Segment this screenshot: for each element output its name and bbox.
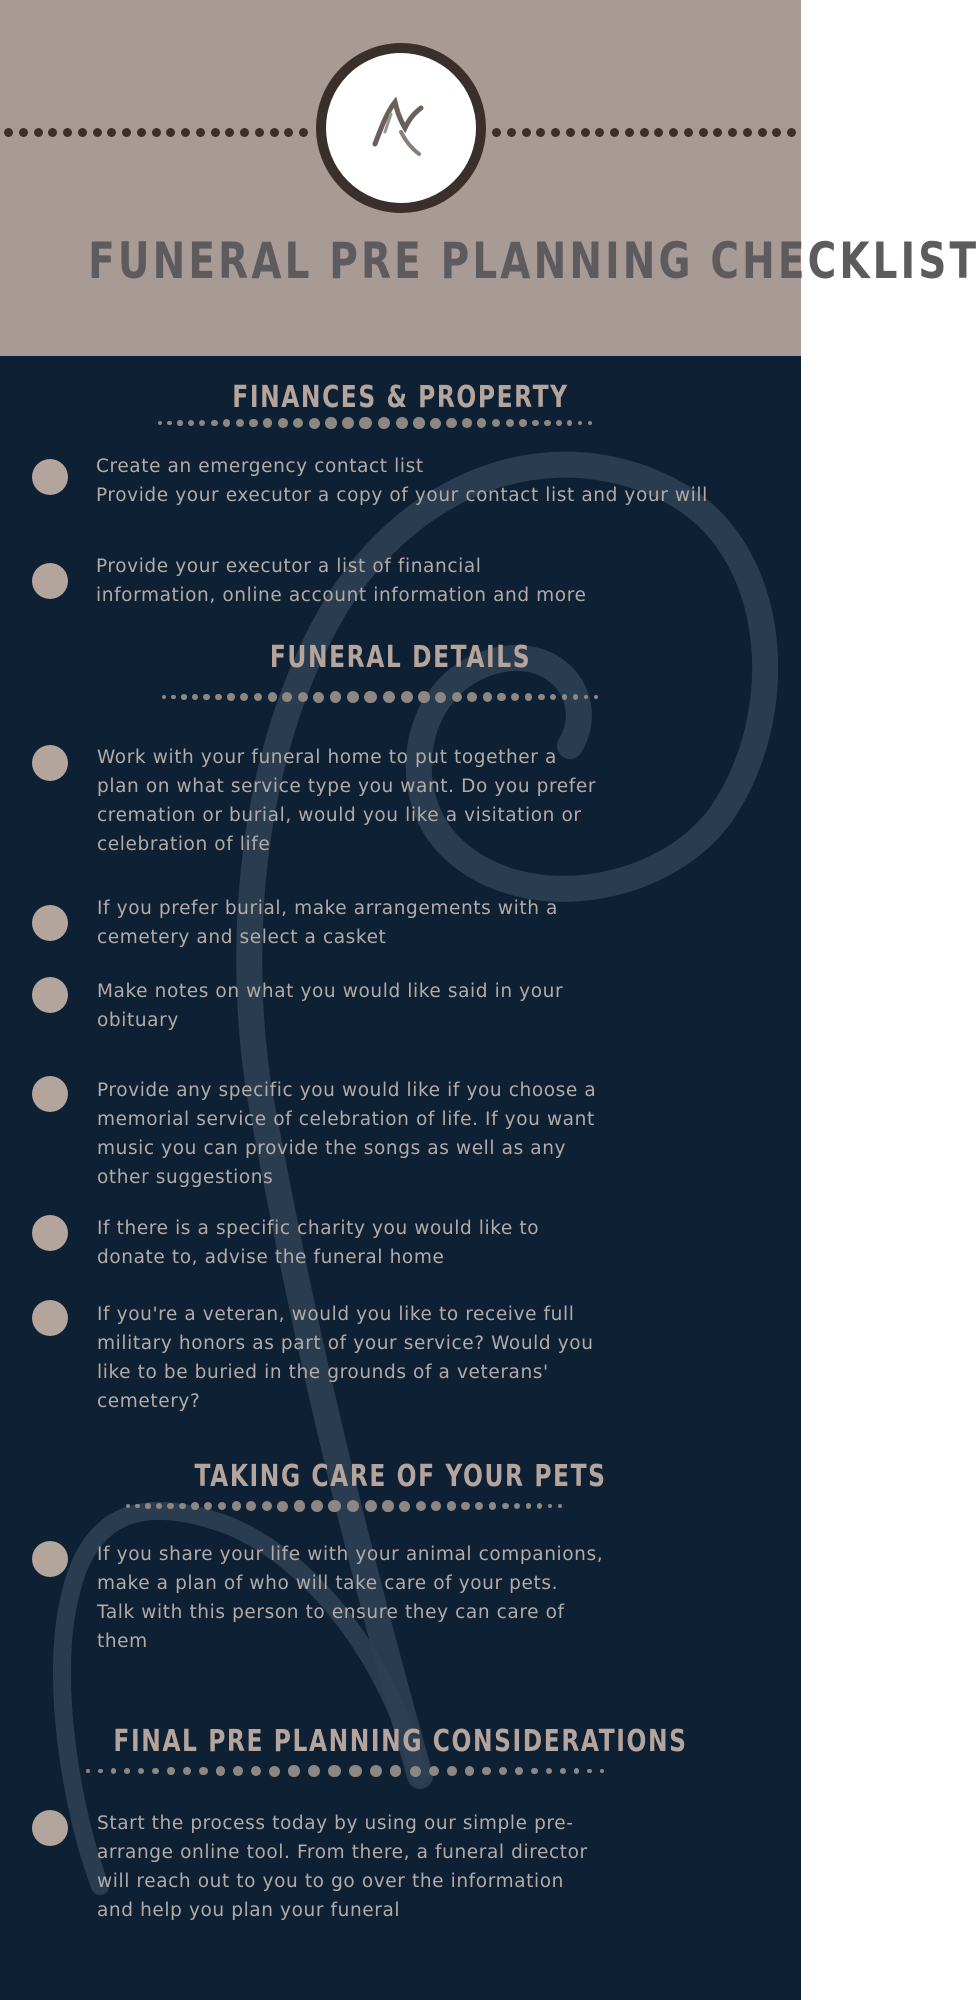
decorative-dot bbox=[240, 693, 248, 701]
decorative-dot bbox=[544, 420, 550, 426]
decorative-dot bbox=[546, 1768, 552, 1774]
decorative-dot bbox=[390, 1765, 402, 1777]
decorative-dot bbox=[263, 418, 272, 427]
decorative-dot bbox=[246, 1501, 256, 1511]
decorative-dot bbox=[293, 418, 303, 428]
decorative-dot bbox=[378, 417, 391, 430]
decorative-dot bbox=[550, 694, 556, 700]
decorative-dot bbox=[462, 418, 472, 428]
decorative-dot bbox=[743, 128, 752, 137]
decorative-dot bbox=[413, 417, 425, 429]
checklist-bullet bbox=[32, 1076, 68, 1112]
decorative-dot bbox=[410, 1766, 421, 1777]
checklist-bullet bbox=[32, 1541, 68, 1577]
page-title: FUNERAL PRE PLANNING CHECKLIST bbox=[88, 232, 979, 290]
decorative-dot bbox=[772, 128, 781, 137]
decorative-dot bbox=[152, 1768, 159, 1775]
decorative-dot bbox=[515, 1767, 523, 1775]
decorative-dot bbox=[446, 418, 456, 428]
checklist-item-pre-arrange-tool: Start the process today by using our simple pre- arrange online tool. From there, a funeral director will reach out to you to go over the information and help you plan your funeral bbox=[97, 1813, 588, 1921]
decorative-dot bbox=[179, 1503, 186, 1510]
decorative-dot bbox=[325, 417, 337, 429]
decorative-dot bbox=[48, 128, 57, 137]
decorative-dot bbox=[236, 419, 244, 427]
decorative-dot bbox=[573, 694, 578, 699]
decorative-dot bbox=[531, 1768, 538, 1775]
decorative-dot bbox=[578, 421, 583, 426]
decorative-dot bbox=[137, 128, 146, 137]
decorative-dot bbox=[199, 1767, 208, 1776]
decorative-dot bbox=[684, 128, 693, 137]
decorative-dot bbox=[34, 128, 43, 137]
decorative-dot bbox=[429, 1766, 439, 1776]
decorative-dot bbox=[566, 128, 575, 137]
decorative-dot bbox=[595, 128, 604, 137]
decorative-dot bbox=[158, 421, 162, 425]
decorative-dot bbox=[192, 694, 198, 700]
decorative-dot bbox=[107, 128, 116, 137]
decorative-dot bbox=[211, 128, 220, 137]
decorative-dot bbox=[308, 1765, 320, 1777]
logo-badge bbox=[316, 43, 486, 213]
decorative-dot bbox=[499, 1767, 507, 1775]
checklist-item-obituary-notes: Make notes on what you would like said in your obituary bbox=[97, 981, 564, 1031]
decorative-dot bbox=[654, 128, 663, 137]
header-dots-left bbox=[4, 126, 308, 138]
decorative-dot bbox=[199, 420, 205, 426]
decorative-dot bbox=[183, 1767, 191, 1775]
header-banner bbox=[0, 0, 979, 356]
decorative-dot bbox=[191, 1502, 199, 1510]
decorative-dot bbox=[507, 128, 516, 137]
decorative-dot bbox=[728, 128, 737, 137]
decorative-dot bbox=[294, 1500, 306, 1512]
decorative-dot bbox=[196, 128, 205, 137]
decorative-dot bbox=[556, 420, 562, 426]
checklist-bullet bbox=[32, 1810, 68, 1846]
decorative-dot bbox=[284, 128, 293, 137]
decorative-dot bbox=[328, 1765, 341, 1778]
decorative-dot bbox=[138, 1768, 144, 1774]
decorative-dot bbox=[581, 128, 590, 137]
decorative-dot bbox=[447, 1501, 456, 1510]
divider-dots-pets bbox=[126, 1499, 562, 1513]
decorative-dot bbox=[560, 1768, 566, 1774]
decorative-dot bbox=[477, 418, 486, 427]
decorative-dot bbox=[19, 128, 28, 137]
decorative-dot bbox=[640, 128, 649, 137]
decorative-dot bbox=[396, 417, 408, 429]
header-dots-right bbox=[492, 126, 796, 138]
decorative-dot bbox=[467, 692, 477, 702]
decorative-dot bbox=[364, 691, 377, 704]
decorative-dot bbox=[122, 128, 131, 137]
decorative-dot bbox=[4, 128, 13, 137]
decorative-dot bbox=[98, 1769, 103, 1774]
decorative-dot bbox=[309, 418, 320, 429]
decorative-dot bbox=[699, 128, 708, 137]
decorative-dot bbox=[483, 692, 492, 701]
decorative-dot bbox=[567, 420, 572, 425]
decorative-dot bbox=[152, 128, 161, 137]
decorative-dot bbox=[311, 1500, 323, 1512]
decorative-dot bbox=[181, 694, 186, 699]
decorative-dot bbox=[288, 1765, 300, 1777]
decorative-dot bbox=[713, 128, 722, 137]
checklist-bullet bbox=[32, 745, 68, 781]
decorative-dot bbox=[86, 1769, 90, 1773]
decorative-dot bbox=[330, 691, 342, 703]
decorative-dot bbox=[416, 1501, 426, 1511]
decorative-dot bbox=[215, 694, 222, 701]
decorative-dot bbox=[588, 421, 592, 425]
decorative-dot bbox=[124, 1768, 130, 1774]
decorative-dot bbox=[313, 692, 324, 703]
decorative-dot bbox=[418, 691, 430, 703]
decorative-dot bbox=[538, 694, 545, 701]
checklist-item-financial-information: Provide your executor a list of financial information, online account information and more bbox=[96, 556, 587, 606]
decorative-dot bbox=[262, 1501, 272, 1511]
decorative-dot bbox=[502, 1503, 509, 1510]
checklist-item-veteran-honors: If you're a veteran, would you like to receive full military honors as part of your service? Would you like to be buried in the grounds of a veterans' cemetery? bbox=[97, 1304, 594, 1412]
decorative-dot bbox=[359, 417, 372, 430]
decorative-dot bbox=[514, 1503, 520, 1509]
decorative-dot bbox=[600, 1769, 604, 1773]
decorative-dot bbox=[135, 1504, 140, 1509]
decorative-dot bbox=[383, 691, 396, 704]
decorative-dot bbox=[625, 128, 634, 137]
decorative-dot bbox=[126, 1504, 130, 1508]
decorative-dot bbox=[482, 1767, 491, 1776]
decorative-dot bbox=[511, 693, 519, 701]
decorative-dot bbox=[177, 420, 182, 425]
decorative-dot bbox=[254, 693, 263, 702]
decorative-dot bbox=[430, 418, 441, 429]
checklist-bullet bbox=[32, 977, 68, 1013]
checklist-item-burial-arrangements: If you prefer burial, make arrangements with a cemetery and select a casket bbox=[97, 898, 558, 948]
decorative-dot bbox=[382, 1500, 394, 1512]
decorative-dot bbox=[558, 1504, 562, 1508]
decorative-dot bbox=[211, 420, 218, 427]
decorative-dot bbox=[584, 695, 589, 700]
decorative-dot bbox=[223, 419, 231, 427]
decorative-dot bbox=[299, 128, 308, 137]
decorative-dot bbox=[587, 1769, 592, 1774]
decorative-dot bbox=[188, 420, 194, 426]
decorative-dot bbox=[277, 1501, 288, 1512]
decorative-dot bbox=[93, 128, 102, 137]
checklist-item-charity: If there is a specific charity you would like to donate to, advise the funeral home bbox=[97, 1218, 540, 1268]
checklist-item-pet-care: If you share your life with your animal companions, make a plan of who will take care of your pets. Talk with this person to ensure they can care of them bbox=[97, 1544, 604, 1652]
decorative-dot bbox=[167, 1503, 173, 1509]
decorative-dot bbox=[278, 418, 288, 428]
checklist-bullet bbox=[32, 905, 68, 941]
decorative-dot bbox=[489, 1502, 497, 1510]
stylized-n-logo-icon bbox=[361, 88, 441, 168]
decorative-dot bbox=[610, 128, 619, 137]
section-title-funeral-details: FUNERAL DETAILS bbox=[269, 640, 532, 675]
decorative-dot bbox=[525, 693, 533, 701]
section-title-pets: TAKING CARE OF YOUR PETS bbox=[194, 1459, 607, 1494]
decorative-dot bbox=[181, 128, 190, 137]
divider-dots-funeral-details bbox=[162, 690, 598, 704]
checklist-bullet bbox=[32, 1215, 68, 1251]
decorative-dot bbox=[519, 419, 527, 427]
decorative-dot bbox=[282, 692, 292, 702]
decorative-dot bbox=[399, 1501, 410, 1512]
decorative-dot bbox=[328, 1500, 341, 1513]
decorative-dot bbox=[349, 1765, 362, 1778]
decorative-dot bbox=[526, 1503, 532, 1509]
decorative-dot bbox=[111, 1768, 116, 1773]
decorative-dot bbox=[548, 1504, 553, 1509]
decorative-dot bbox=[240, 128, 249, 137]
decorative-dot bbox=[63, 128, 72, 137]
decorative-dot bbox=[551, 128, 560, 137]
decorative-dot bbox=[298, 692, 308, 702]
decorative-dot bbox=[162, 695, 166, 699]
decorative-dot bbox=[218, 1502, 227, 1511]
decorative-dot bbox=[492, 128, 501, 137]
decorative-dot bbox=[145, 1503, 150, 1508]
decorative-dot bbox=[255, 128, 264, 137]
decorative-dot bbox=[233, 1766, 243, 1776]
divider-dots-finances bbox=[158, 416, 592, 430]
decorative-dot bbox=[216, 1766, 225, 1775]
decorative-dot bbox=[203, 694, 209, 700]
checklist-bullet bbox=[32, 563, 68, 599]
decorative-dot bbox=[225, 128, 234, 137]
decorative-dot bbox=[171, 695, 176, 700]
checklist-item-service-type: Work with your funeral home to put together a plan on what service type you want. Do you prefer cremation or burial, would you like a visitation or celebration of life bbox=[97, 747, 597, 855]
decorative-dot bbox=[574, 1768, 579, 1773]
checklist-item-memorial-service: Provide any specific you would like if you choose a memorial service of celebration of life. If you want music you can provide the songs as well as any other suggestions bbox=[97, 1080, 597, 1188]
decorative-dot bbox=[370, 1765, 382, 1777]
checklist-body bbox=[0, 356, 801, 2000]
decorative-dot bbox=[268, 692, 277, 701]
decorative-dot bbox=[594, 695, 598, 699]
decorative-dot bbox=[342, 417, 354, 429]
decorative-dot bbox=[669, 128, 678, 137]
decorative-dot bbox=[78, 128, 87, 137]
decorative-dot bbox=[347, 691, 359, 703]
decorative-dot bbox=[492, 419, 501, 428]
decorative-dot bbox=[447, 1766, 457, 1776]
decorative-dot bbox=[475, 1502, 483, 1510]
decorative-dot bbox=[156, 1503, 162, 1509]
checklist-item-emergency-contact: Create an emergency contact list Provide your executor a copy of your contact list and your will bbox=[96, 456, 708, 506]
decorative-dot bbox=[435, 692, 446, 703]
decorative-dot bbox=[166, 128, 175, 137]
decorative-dot bbox=[787, 128, 796, 137]
decorative-dot bbox=[167, 1767, 175, 1775]
section-title-finances: FINANCES & PROPERTY bbox=[232, 380, 569, 415]
decorative-dot bbox=[536, 128, 545, 137]
decorative-dot bbox=[537, 1503, 542, 1508]
decorative-dot bbox=[758, 128, 767, 137]
decorative-dot bbox=[497, 693, 506, 702]
checklist-bullet bbox=[32, 1300, 68, 1336]
decorative-dot bbox=[401, 691, 413, 703]
decorative-dot bbox=[232, 1501, 241, 1510]
checklist-bullet bbox=[32, 459, 68, 495]
decorative-dot bbox=[167, 421, 172, 426]
decorative-dot bbox=[452, 692, 462, 702]
decorative-dot bbox=[562, 694, 568, 700]
decorative-dot bbox=[204, 1502, 212, 1510]
decorative-dot bbox=[461, 1502, 470, 1511]
divider-dots-final-considerations bbox=[86, 1764, 604, 1778]
decorative-dot bbox=[269, 1766, 280, 1777]
decorative-dot bbox=[270, 128, 279, 137]
decorative-dot bbox=[227, 693, 235, 701]
decorative-dot bbox=[506, 419, 514, 427]
decorative-dot bbox=[431, 1501, 441, 1511]
decorative-dot bbox=[465, 1766, 474, 1775]
section-title-final-considerations: FINAL PRE PLANNING CONSIDERATIONS bbox=[113, 1724, 688, 1759]
decorative-dot bbox=[522, 128, 531, 137]
decorative-dot bbox=[365, 1500, 377, 1512]
decorative-dot bbox=[251, 1766, 261, 1776]
decorative-dot bbox=[249, 419, 258, 428]
decorative-dot bbox=[532, 420, 539, 427]
decorative-dot bbox=[347, 1500, 360, 1513]
